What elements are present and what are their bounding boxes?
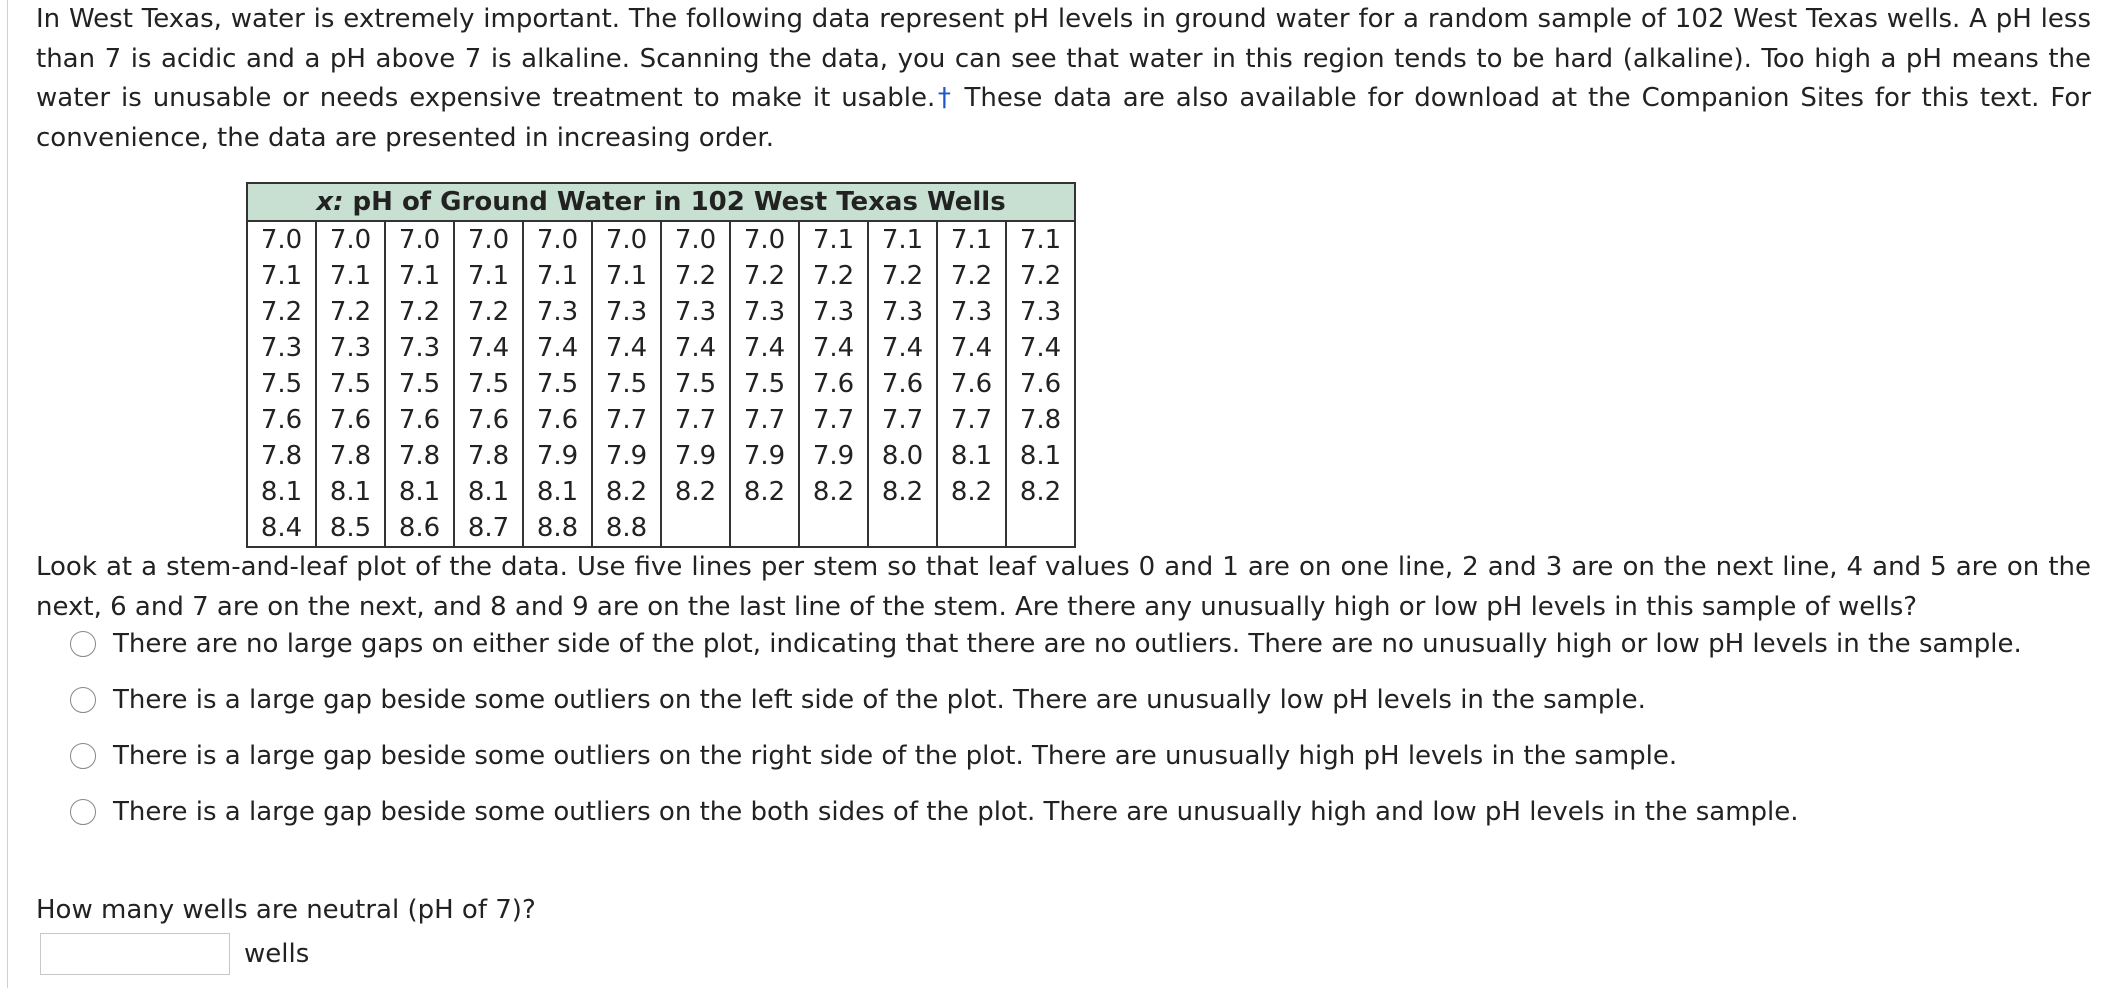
- table-row: [247, 258, 1075, 294]
- table-cell: 8.8: [592, 510, 661, 547]
- table-cell: 7.1: [316, 258, 385, 294]
- table-cell: 7.8: [385, 438, 454, 474]
- table-cell: 8.8: [523, 510, 592, 547]
- table-cell: 7.2: [316, 294, 385, 330]
- table-cell: 7.3: [1006, 294, 1075, 330]
- table-cell: 8.7: [454, 510, 523, 547]
- table-cell: 7.6: [868, 366, 937, 402]
- table-cell: 7.9: [661, 438, 730, 474]
- neutral-wells-input[interactable]: [40, 933, 230, 975]
- table-cell: 7.5: [454, 366, 523, 402]
- table-cell: [661, 510, 730, 547]
- table-cell: 8.2: [799, 474, 868, 510]
- table-cell: 8.1: [316, 474, 385, 510]
- table-cell: 7.8: [316, 438, 385, 474]
- table-title-variable: x:: [316, 187, 344, 217]
- table-cell: 7.6: [799, 366, 868, 402]
- table-cell: 7.2: [454, 294, 523, 330]
- table-cell: 7.5: [316, 366, 385, 402]
- answer-option-label-3: There is a large gap beside some outliers on the right side of the plot. There are unusually high pH levels in the sample.: [113, 741, 1678, 771]
- table-cell: 7.3: [730, 294, 799, 330]
- radio-button-3[interactable]: [70, 743, 96, 769]
- table-cell: 7.7: [937, 402, 1006, 438]
- answer-option-low-outliers[interactable]: [70, 680, 1646, 720]
- table-cell: 7.2: [661, 258, 730, 294]
- table-cell: 8.2: [937, 474, 1006, 510]
- table-cell: 7.3: [661, 294, 730, 330]
- table-cell: 7.0: [592, 221, 661, 258]
- table-cell: 7.2: [730, 258, 799, 294]
- table-cell: 7.1: [937, 221, 1006, 258]
- table-cell: 8.2: [661, 474, 730, 510]
- table-cell: 7.7: [868, 402, 937, 438]
- table-cell: 8.4: [247, 510, 316, 547]
- table-cell: 7.6: [937, 366, 1006, 402]
- table-cell: 7.4: [661, 330, 730, 366]
- stem-leaf-question: Look at a stem-and-leaf plot of the data. Use five lines per stem so that leaf values 0 and 1 are on one line, 2 and 3 are on the next line, 4 and 5 are on the next, 6 and 7 are on the next, and 8 and 9 are on the last line of the stem. Are there any unusually high or low pH levels in this sample of wells?: [36, 552, 2091, 622]
- table-cell: 8.5: [316, 510, 385, 547]
- ph-data-table: [246, 182, 1076, 548]
- table-cell: 8.1: [247, 474, 316, 510]
- table-row: [247, 402, 1075, 438]
- table-cell: 8.0: [868, 438, 937, 474]
- table-row: [247, 330, 1075, 366]
- table-cell: 7.5: [730, 366, 799, 402]
- table-cell: 8.1: [937, 438, 1006, 474]
- table-cell: 8.2: [592, 474, 661, 510]
- table-cell: 7.1: [247, 258, 316, 294]
- table-cell: 7.5: [523, 366, 592, 402]
- table-cell: 7.3: [316, 330, 385, 366]
- table-cell: 7.6: [454, 402, 523, 438]
- table-row: [247, 474, 1075, 510]
- table-cell: 7.3: [385, 330, 454, 366]
- table-cell: 7.4: [937, 330, 1006, 366]
- table-cell: 8.1: [1006, 438, 1075, 474]
- table-cell: 7.2: [868, 258, 937, 294]
- table-cell: 7.1: [799, 221, 868, 258]
- table-cell: 7.0: [247, 221, 316, 258]
- table-cell: 8.2: [1006, 474, 1075, 510]
- table-cell: 7.4: [1006, 330, 1075, 366]
- table-cell: 7.9: [523, 438, 592, 474]
- table-cell: [937, 510, 1006, 547]
- table-cell: 7.0: [385, 221, 454, 258]
- table-cell: 7.0: [730, 221, 799, 258]
- table-cell: [868, 510, 937, 547]
- table-cell: 7.8: [1006, 402, 1075, 438]
- table-cell: 7.4: [868, 330, 937, 366]
- table-title-text: pH of Ground Water in 102 West Texas Wells: [343, 187, 1006, 217]
- table-cell: 7.6: [523, 402, 592, 438]
- answer-option-label-1: There are no large gaps on either side of the plot, indicating that there are no outliers. There are no unusually high or low pH levels in the sample.: [113, 629, 2022, 659]
- table-cell: 7.5: [385, 366, 454, 402]
- table-row: [247, 510, 1075, 547]
- intro-paragraph: [36, 0, 2091, 158]
- table-cell: 7.3: [592, 294, 661, 330]
- answer-option-both-outliers[interactable]: [70, 792, 1799, 832]
- table-cell: 7.4: [592, 330, 661, 366]
- table-cell: 7.4: [799, 330, 868, 366]
- left-border-line: [7, 0, 8, 988]
- table-cell: 7.3: [523, 294, 592, 330]
- table-cell: 8.2: [730, 474, 799, 510]
- table-cell: 7.0: [454, 221, 523, 258]
- table-cell: 8.1: [385, 474, 454, 510]
- table-cell: 8.6: [385, 510, 454, 547]
- table-cell: 7.6: [247, 402, 316, 438]
- table-cell: 7.2: [385, 294, 454, 330]
- answer-option-label-2: There is a large gap beside some outliers on the left side of the plot. There are unusually low pH levels in the sample.: [113, 685, 1646, 715]
- table-cell: 7.6: [385, 402, 454, 438]
- table-cell: 7.7: [661, 402, 730, 438]
- wells-unit-label: wells: [244, 939, 310, 969]
- table-cell: 7.8: [247, 438, 316, 474]
- table-cell: 7.1: [868, 221, 937, 258]
- table-body: [247, 221, 1075, 547]
- table-cell: [730, 510, 799, 547]
- neutral-wells-question: How many wells are neutral (pH of 7)?: [36, 895, 536, 925]
- intro-text: In West Texas, water is extremely important. The following data represent pH levels in ground water for a random sample of 102 West Texas wells. A pH less than 7 is acidic and a pH above 7 is alkaline. Scanning the data, you can see that water in this region tends to be hard (alkaline). Too high a pH means the water is unusable or needs expensive treatment to make it usable.: [36, 4, 2091, 113]
- table-cell: 7.3: [937, 294, 1006, 330]
- table-cell: 7.7: [799, 402, 868, 438]
- answer-option-high-outliers[interactable]: [70, 736, 1677, 776]
- table-cell: 7.7: [592, 402, 661, 438]
- table-cell: 7.1: [592, 258, 661, 294]
- table-cell: 7.4: [454, 330, 523, 366]
- table-cell: 7.3: [247, 330, 316, 366]
- table-cell: 7.5: [247, 366, 316, 402]
- table-title: [247, 183, 1075, 221]
- answer-option-label-4: There is a large gap beside some outliers on the both sides of the plot. There are unusually high and low pH levels in the sample.: [113, 797, 1799, 827]
- table-cell: 7.4: [730, 330, 799, 366]
- table-row: [247, 221, 1075, 258]
- table-cell: 7.9: [799, 438, 868, 474]
- table-cell: 7.5: [592, 366, 661, 402]
- table-cell: 7.6: [316, 402, 385, 438]
- table-cell: 8.2: [868, 474, 937, 510]
- table-cell: 7.2: [1006, 258, 1075, 294]
- table-row: [247, 294, 1075, 330]
- table-row: [247, 438, 1075, 474]
- table-row: [247, 366, 1075, 402]
- table-cell: 7.0: [316, 221, 385, 258]
- table-cell: 7.6: [1006, 366, 1075, 402]
- table-cell: 7.5: [661, 366, 730, 402]
- radio-button-1[interactable]: [70, 631, 96, 657]
- table-cell: 8.1: [454, 474, 523, 510]
- table-cell: 7.1: [454, 258, 523, 294]
- table-cell: 7.9: [592, 438, 661, 474]
- table-cell: 7.9: [730, 438, 799, 474]
- table-cell: 7.3: [868, 294, 937, 330]
- table-cell: [1006, 510, 1075, 547]
- table-cell: 7.7: [730, 402, 799, 438]
- table-cell: 7.1: [385, 258, 454, 294]
- table-cell: 7.2: [799, 258, 868, 294]
- table-cell: 7.3: [799, 294, 868, 330]
- answer-option-no-outliers[interactable]: [70, 624, 2022, 664]
- table-cell: 7.8: [454, 438, 523, 474]
- footnote-dagger-link[interactable]: †: [935, 83, 954, 113]
- table-cell: 8.1: [523, 474, 592, 510]
- table-cell: 7.2: [937, 258, 1006, 294]
- table-cell: 7.1: [523, 258, 592, 294]
- intro-text-continued: These data are also available for download at the Companion Sites for this text. For convenience, the data are presented in increasing order.: [36, 83, 2092, 153]
- table-cell: 7.1: [1006, 221, 1075, 258]
- table-cell: [799, 510, 868, 547]
- radio-button-2[interactable]: [70, 687, 96, 713]
- radio-button-4[interactable]: [70, 799, 96, 825]
- table-cell: 7.4: [523, 330, 592, 366]
- table-cell: 7.2: [247, 294, 316, 330]
- table-cell: 7.0: [661, 221, 730, 258]
- table-cell: 7.0: [523, 221, 592, 258]
